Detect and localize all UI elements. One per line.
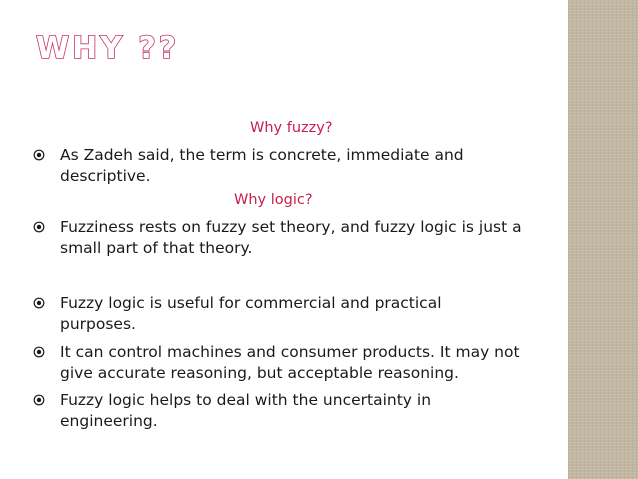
heading-why-logic: Why logic?: [234, 192, 313, 208]
bullet-5-line-1: Fuzzy logic helps to deal with the uncertainty in: [60, 391, 432, 409]
decorative-sidebar: [568, 0, 638, 479]
bullet-2-line-1: Fuzziness rests on fuzzy set theory, and fuzzy logic is just a: [60, 218, 522, 236]
circled-dot-bullet-icon: [33, 297, 45, 309]
bullet-5-line-2: engineering.: [60, 412, 158, 430]
heading-why-fuzzy: Why fuzzy?: [250, 120, 333, 136]
bullet-2-line-2: small part of that theory.: [60, 239, 253, 257]
bullet-1-line-2: descriptive.: [60, 167, 151, 185]
circled-dot-bullet-icon: [33, 221, 45, 233]
bullet-4-line-2: give accurate reasoning, but acceptable reasoning.: [60, 364, 459, 382]
circled-dot-bullet-icon: [33, 394, 45, 406]
circled-dot-bullet-icon: [33, 346, 45, 358]
bullet-1-line-1: As Zadeh said, the term is concrete, immediate and: [60, 146, 464, 164]
slide-title: WHY ??: [36, 31, 180, 66]
bullet-4-line-1: It can control machines and consumer products. It may not: [60, 343, 520, 361]
bullet-3-line-1: Fuzzy logic is useful for commercial and practical: [60, 294, 442, 312]
circled-dot-bullet-icon: [33, 149, 45, 161]
bullet-3-line-2: purposes.: [60, 315, 136, 333]
